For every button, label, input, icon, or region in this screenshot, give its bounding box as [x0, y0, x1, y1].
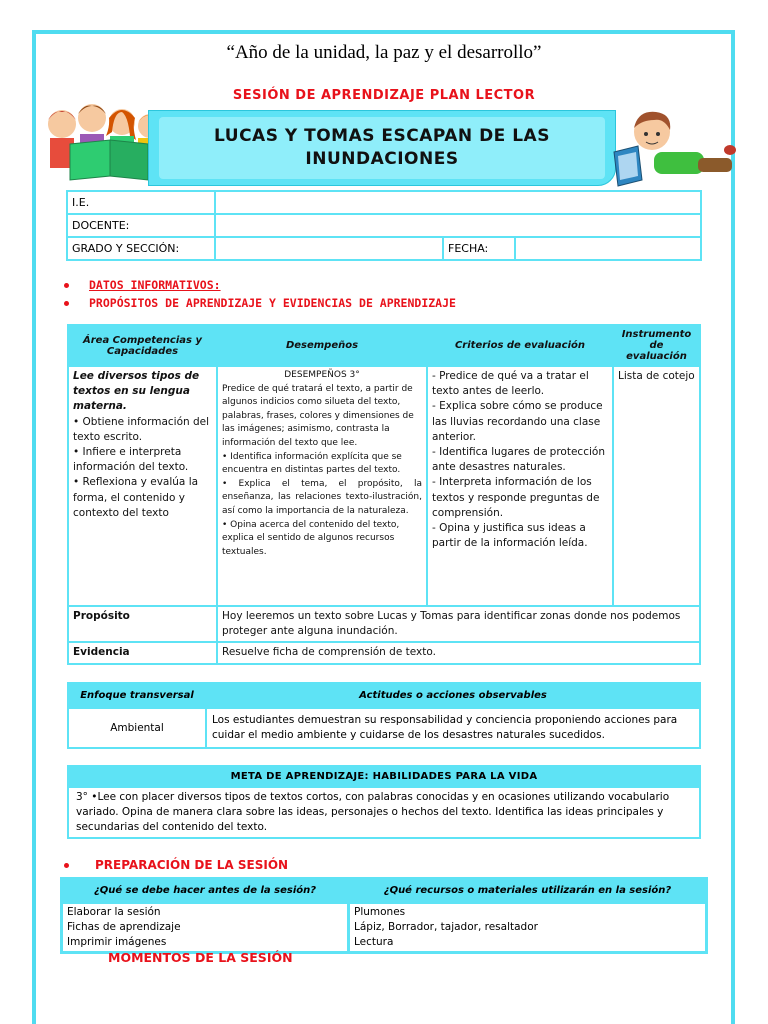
session-title: SESIÓN DE APRENDIZAJE PLAN LECTOR: [232, 88, 536, 103]
lesson-title-line2: INUNDACIONES: [305, 149, 459, 169]
competencia-item: • Infiere e interpreta información del texto.: [73, 446, 189, 474]
criterios-cell: [427, 366, 613, 606]
actitudes-header: Actitudes o acciones observables: [206, 683, 700, 708]
grado-label: GRADO Y SECCIÓN:: [67, 237, 215, 260]
proposito-text: Hoy leeremos un texto sobre Lucas y Tomas para identificar zonas donde nos podemos proteger ante alguna inundación.: [217, 606, 700, 642]
prep-before-cell: [62, 903, 349, 953]
desempeno-item: • Identifica información explícita que se encuentra en distintas partes del texto.: [222, 451, 402, 476]
desempenos-cell: [217, 366, 427, 606]
competencia-item: • Obtiene información del texto escrito.: [73, 415, 210, 443]
title-banner: [148, 110, 616, 186]
criterio-item: - Explica sobre cómo se produce las lluvias recordando una clase anterior.: [432, 400, 603, 443]
evidencia-label: Evidencia: [68, 642, 217, 663]
bullet-dot: [64, 863, 69, 868]
enfoque-header: Enfoque transversal: [68, 683, 206, 708]
meta-table: [67, 765, 701, 839]
bullet-datos: [64, 278, 221, 292]
competencias-table: [67, 324, 701, 665]
enfoque-name: Ambiental: [68, 708, 206, 748]
enfoque-text: Los estudiantes demuestran su responsabilidad y conciencia proponiendo acciones para cuidar el medio ambiente y cuidarse de los desastres naturales sucedidos.: [206, 708, 700, 748]
prep-before-item: Fichas de aprendizaje: [67, 921, 181, 933]
bullet-propositos: [64, 296, 456, 310]
criterio-item: - Identifica lugares de protección ante desastres naturales.: [432, 446, 605, 474]
header-area: Área Competencias y Capacidades: [68, 325, 217, 366]
propositos-heading: PROPÓSITOS DE APRENDIZAJE Y EVIDENCIAS DE APRENDIZAJE: [89, 296, 456, 310]
preparacion-table: [60, 877, 708, 954]
header-instrumento: Instrumento de evaluación: [613, 325, 700, 366]
grado-field[interactable]: [215, 237, 443, 260]
prep-before-item: Imprimir imágenes: [67, 936, 167, 948]
prep-materials-cell: [349, 903, 707, 953]
competencia-item: • Reflexiona y evalúa la forma, el contenido y contexto del texto: [73, 476, 199, 519]
docente-label: DOCENTE:: [67, 214, 215, 237]
ie-field[interactable]: [215, 191, 701, 214]
desempenos-title: DESEMPEÑOS 3°: [284, 370, 360, 380]
desempeno-item: Predice de qué tratará el texto, a partir de algunos indicios como silueta del texto, palabras, frases, colores y dimensiones de las imágenes; asimismo, contrasta la información del texto que lee.: [222, 383, 414, 448]
lesson-title: [149, 125, 615, 171]
instrumento-cell: Lista de cotejo: [613, 366, 700, 606]
prep-material-item: Lectura: [354, 936, 394, 948]
preparacion-heading: PREPARACIÓN DE LA SESIÓN: [95, 858, 289, 872]
boy-reading-illustration: [598, 106, 738, 192]
info-table: [66, 190, 702, 261]
prep-header-before: ¿Qué se debe hacer antes de la sesión?: [62, 879, 349, 903]
criterio-item: - Opina y justifica sus ideas a partir de la información leída.: [432, 522, 588, 550]
meta-header: META DE APRENDIZAJE: HABILIDADES PARA LA VIDA: [68, 766, 700, 787]
bullet-preparacion: [64, 858, 288, 872]
header-criterios: Criterios de evaluación: [427, 325, 613, 366]
criterio-item: - Interpreta información de los textos y responde preguntas de comprensión.: [432, 476, 600, 519]
docente-field[interactable]: [215, 214, 701, 237]
year-motto: “Año de la unidad, la paz y el desarrollo”: [226, 42, 542, 63]
competencia-cell: [68, 366, 217, 606]
proposito-label: Propósito: [68, 606, 217, 642]
prep-header-materials: ¿Qué recursos o materiales utilizarán en la sesión?: [349, 879, 707, 903]
enfoque-table: [67, 682, 701, 749]
bullet-dot: [64, 301, 69, 306]
fecha-label: FECHA:: [443, 237, 515, 260]
prep-material-item: Plumones: [354, 906, 406, 918]
fecha-field[interactable]: [515, 237, 701, 260]
evidencia-text: Resuelve ficha de comprensión de texto.: [217, 642, 700, 663]
criterio-item: - Predice de qué va a tratar el texto antes de leerlo.: [432, 370, 589, 398]
competencia-title: Lee diversos tipos de textos en su lengua materna.: [73, 370, 200, 413]
prep-before-item: Elaborar la sesión: [67, 906, 161, 918]
bullet-dot: [64, 283, 69, 288]
lesson-title-line1: LUCAS Y TOMAS ESCAPAN DE LAS: [214, 126, 550, 146]
desempeno-item: • Opina acerca del contenido del texto, explica el sentido de algunos recursos textuales.: [222, 519, 400, 557]
desempeno-item: • Explica el tema, el propósito, la enseñanza, las relaciones texto-ilustración, así como la importancia de la naturaleza.: [222, 478, 422, 516]
ie-label: I.E.: [67, 191, 215, 214]
meta-text: 3° •Lee con placer diversos tipos de textos cortos, con palabras conocidas y en ocasiones utilizando vocabulario variado. Opina de manera clara sobre las ideas, personajes o hechos del texto. Identifica las ideas principales y secundarias del contenido del texto.: [68, 787, 700, 838]
header-desempenos: Desempeños: [217, 325, 427, 366]
datos-informativos-heading: DATOS INFORMATIVOS:: [89, 278, 221, 292]
momentos-heading: MOMENTOS DE LA SESIÓN: [108, 950, 293, 965]
prep-material-item: Lápiz, Borrador, tajador, resaltador: [354, 921, 538, 933]
